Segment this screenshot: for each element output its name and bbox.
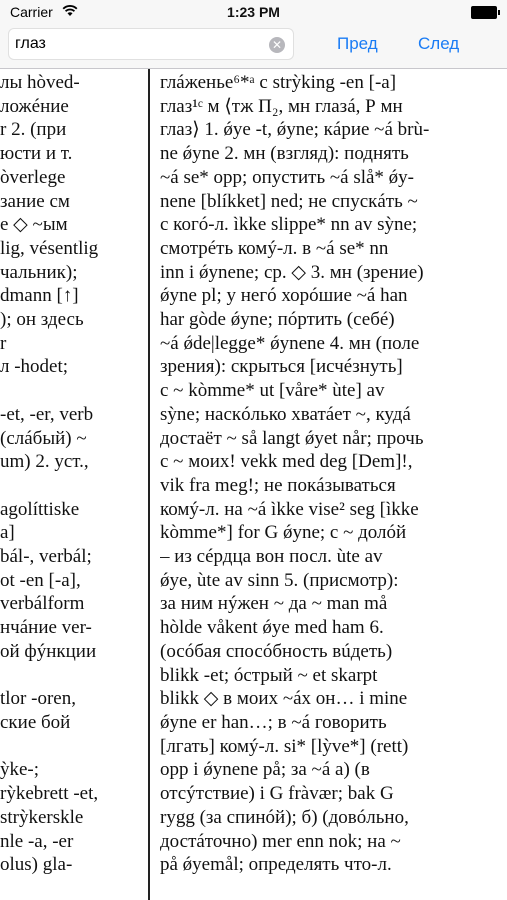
dictionary-page[interactable]: [0, 69, 507, 900]
entry-text-line: с когó-л. ìkke slippe* nn av sỳne;: [160, 214, 418, 236]
entry-text-line: отсýтствие) i G fràvær; bak G: [160, 783, 394, 805]
entry-text-line: глаз¹ᶜ м ⟨тж П₂, мн глазá, Р мн: [160, 95, 403, 117]
left-text-line: r: [0, 332, 7, 354]
entry-text-line: комý-л. на ~á ìkke vise² seg [ìkke: [160, 498, 419, 520]
left-text-line: rỳkebrett -et,: [0, 783, 99, 805]
entry-text-line: ǿye, ùte av sinn 5. (присмотр):: [160, 569, 399, 591]
left-text-line: bál-, verbál;: [0, 546, 92, 568]
left-text-line: tlor -oren,: [0, 688, 76, 710]
left-text-line: ские бой: [0, 711, 71, 733]
left-text-line: r 2. (при: [0, 119, 67, 141]
entry-text-line: с ~ kòmme* ut [våre* ùte] av: [160, 380, 385, 402]
entry-text-line: har gòde ǿyne; пóртить (себé): [160, 309, 395, 331]
left-text-line: ot -en [-a],: [0, 569, 81, 591]
clear-icon[interactable]: ✕: [269, 37, 285, 53]
entry-text-line: глáженье⁶*ᵃ с strỳking -en [-a]: [160, 72, 397, 93]
search-bar: [0, 22, 507, 69]
column-divider: [148, 69, 150, 900]
entry-text-line: opp i ǿynene på; за ~á a) (в: [160, 759, 370, 781]
entry-text-line: blikk -et; óстрый ~ et skarpt: [160, 664, 378, 686]
left-text-line: ой фýнкции: [0, 640, 97, 662]
entry-text-line: [лгать] комý-л. si* [lỳve*] (rett): [160, 735, 409, 757]
left-text-line: [0, 474, 146, 498]
entry-text-line: hòlde våkent ǿye med ham 6.: [160, 617, 384, 639]
entry-text-line: глаз⟩ 1. ǿye -t, ǿyne; кáрие ~á brù-: [160, 119, 430, 141]
entry-column: [160, 71, 502, 900]
search-field[interactable]: [8, 28, 294, 60]
entry-text-line: på ǿyemål; определять что-л.: [160, 854, 392, 876]
left-text-line: ложéние: [0, 95, 69, 117]
left-text-line: чальник);: [0, 261, 78, 283]
entry-text-line: inn i ǿynene; ср. ◇ 3. мн (зрение): [160, 261, 424, 283]
left-text-line: е ◇ ~ым: [0, 214, 68, 236]
left-text-line: um) 2. уст.,: [0, 451, 89, 473]
left-text-line: òverlege: [0, 166, 66, 188]
left-text-line: ); он здесь: [0, 309, 84, 331]
left-text-line: зание см: [0, 190, 70, 212]
entry-text-line: достаёт ~ så langt ǿyet når; прочь: [160, 427, 424, 449]
left-text-line: olus) gla-: [0, 854, 73, 876]
left-text-line: [0, 379, 146, 403]
left-text-line: dmann [↑]: [0, 285, 79, 307]
entry-text-line: – из сéрдца вон посл. ùte av: [160, 546, 383, 568]
left-text-line: ỳke-;: [0, 759, 40, 781]
left-text-line: a]: [0, 522, 15, 544]
entry-text-line: nene [blíkket] ned; не спускáть ~: [160, 190, 418, 212]
left-text-line: agolíttiske: [0, 498, 80, 520]
left-text-line: (слáбый) ~: [0, 427, 87, 449]
next-button[interactable]: След: [418, 34, 460, 53]
clock: 1:23 PM: [227, 4, 280, 20]
left-text-line: нчáние ver-: [0, 617, 92, 639]
entry-text-line: ǿyne er han…; в ~á говорить: [160, 711, 387, 733]
entry-text-line: смотрéть комý-л. в ~á se* nn: [160, 237, 389, 259]
entry-text-line: ǿyne pl; у негó хорóшие ~á han: [160, 285, 408, 307]
left-text-line: [0, 735, 146, 759]
left-text-line: -et, -er, verb: [0, 403, 94, 425]
carrier-label: Carrier: [10, 4, 53, 20]
entry-text-line: зрения): скрыться [исчéзнуть]: [160, 356, 403, 378]
left-text-line: lig, vésentlig: [0, 237, 99, 259]
left-text-line: [0, 664, 146, 688]
left-column: [0, 69, 146, 900]
left-text-line: nle -a, -er: [0, 830, 74, 852]
search-input[interactable]: [15, 33, 265, 55]
entry-text-line: ~á ǿde|legge* ǿynene 4. мн (поле: [160, 332, 420, 354]
left-text-line: strỳkerskle: [0, 806, 84, 828]
left-text-line: verbálform: [0, 593, 85, 615]
entry-text-line: (осóбая спосóбность вúдеть): [160, 640, 393, 662]
entry-text-line: blikk ◇ в моих ~áх он… i mine: [160, 688, 408, 710]
entry-text-line: ne ǿyne 2. мн (взгляд): поднять: [160, 143, 409, 165]
prev-button[interactable]: Пред: [337, 34, 378, 53]
entry-text-line: vik fra meg!; не покáзываться: [160, 474, 396, 496]
entry-text-line: с ~ моих! vekk med deg [Dem]!,: [160, 451, 413, 473]
entry-text-line: kòmme*] for G ǿyne; с ~ долóй: [160, 522, 407, 544]
entry-text-line: sỳne; наскóлько хватáет ~, кудá: [160, 403, 411, 425]
left-text-line: л -hodet;: [0, 356, 69, 378]
entry-text-line: rygg (за спинóй); б) (довóльно,: [160, 806, 409, 828]
battery-icon: [471, 6, 497, 19]
entry-text-line: ~á se* opp; опустить ~á slå* ǿy-: [160, 166, 415, 188]
left-text-line: лы hòved-: [0, 72, 80, 93]
left-text-line: юсти и т.: [0, 143, 73, 165]
status-bar: [0, 0, 507, 22]
entry-text-line: за ним нýжен ~ да ~ man må: [160, 593, 388, 615]
entry-text-line: достáточно) mer enn nok; на ~: [160, 830, 401, 852]
